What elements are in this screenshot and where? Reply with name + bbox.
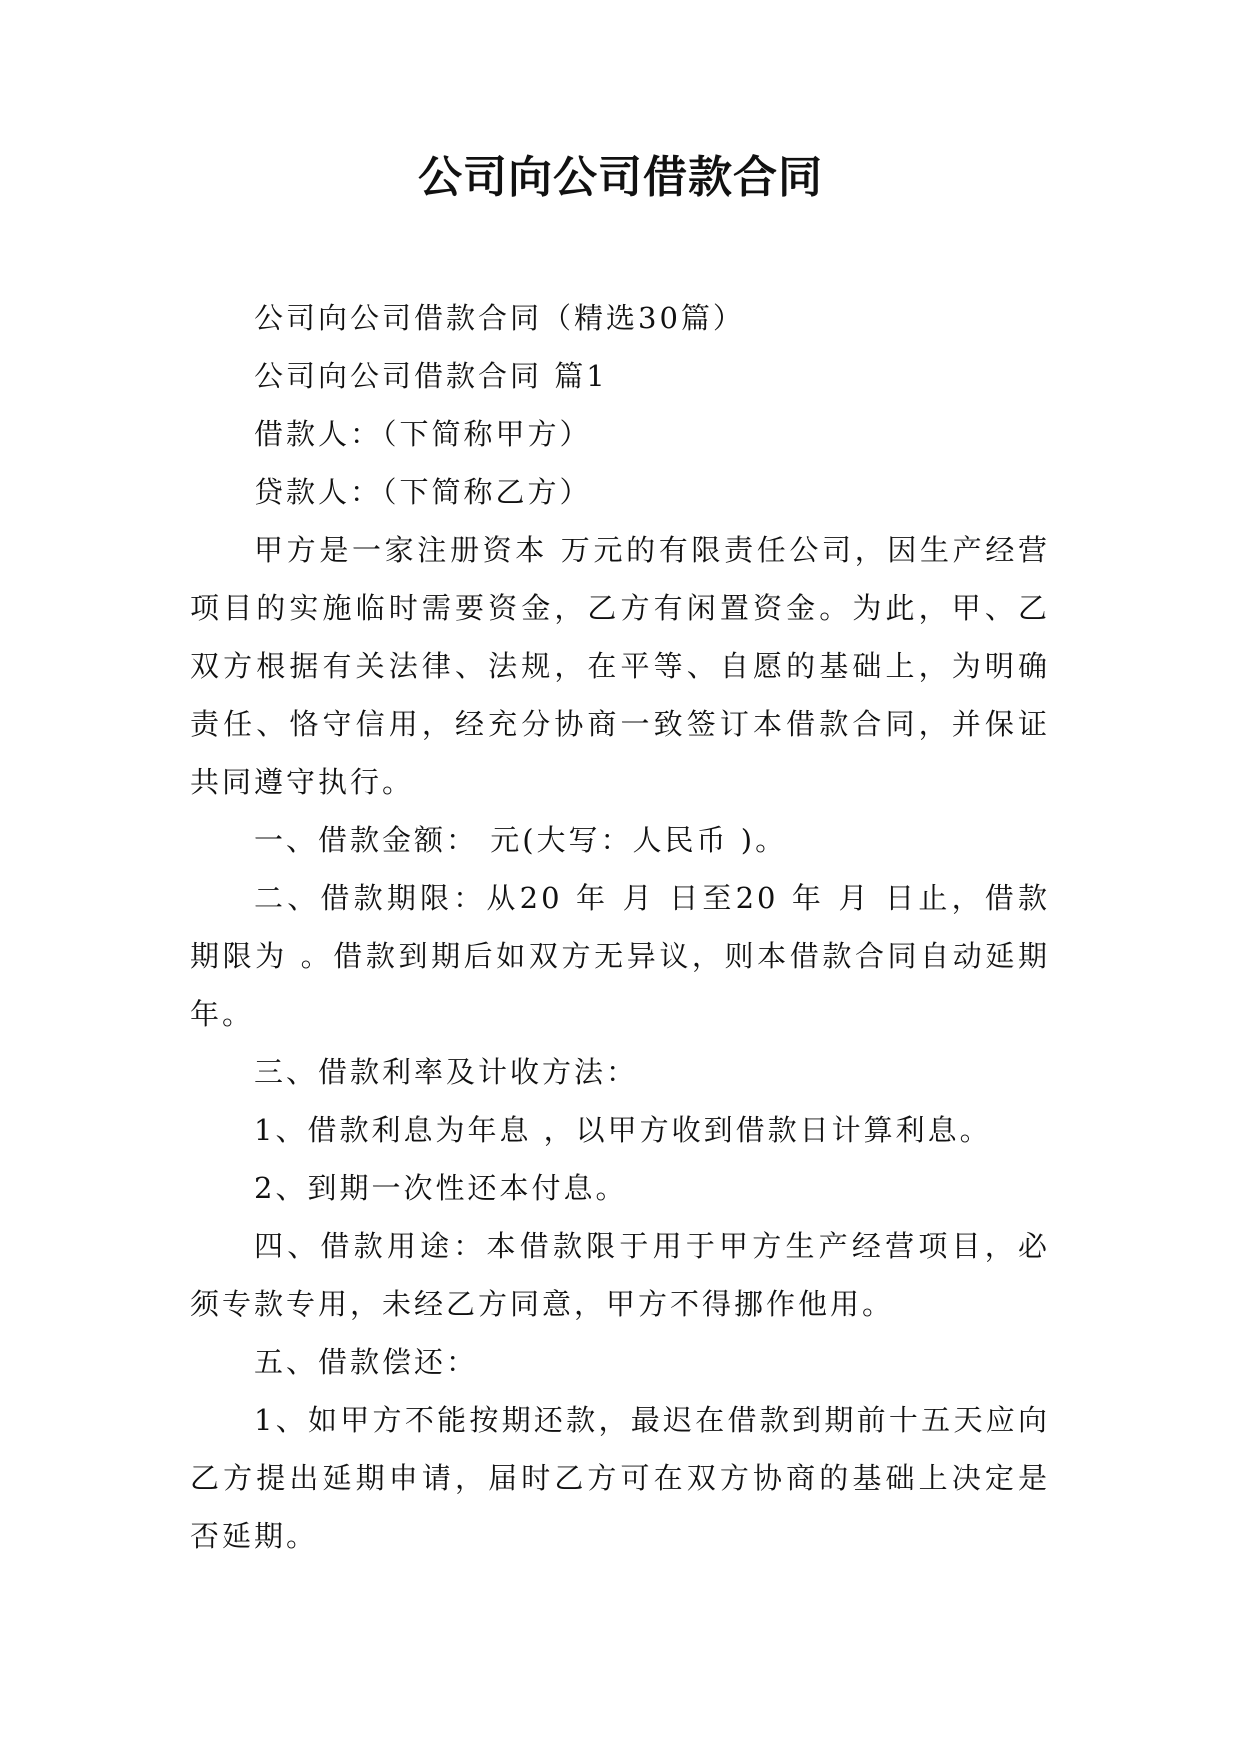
document-body: [190, 289, 1050, 1565]
lender-line: 贷款人：（下简称乙方）: [254, 475, 592, 509]
clause-interest-item-1: 1、借款利息为年息 ，以甲方收到借款日计算利息。: [254, 1113, 992, 1147]
borrower-line: 借款人：（下简称甲方）: [254, 417, 592, 451]
section-heading: 公司向公司借款合同 篇1: [254, 359, 608, 393]
document-title: 公司向公司借款合同: [418, 152, 823, 203]
clause-interest-heading: 三、借款利率及计收方法：: [254, 1055, 639, 1089]
clause-loan-term: 二、借款期限：从20 年 月 日至20 年 月 日止，借款期限为 。借款到期后如双方无异议，则本借款合同自动延期 年。: [190, 881, 1050, 1031]
clause-loan-amount: 一、借款金额： 元(大写：人民币 )。: [254, 823, 788, 857]
clause-loan-purpose: 四、借款用途：本借款限于用于甲方生产经营项目，必须专款专用，未经乙方同意，甲方不得挪作他用。: [190, 1229, 1050, 1321]
intro-paragraph: 甲方是一家注册资本 万元的有限责任公司，因生产经营项目的实施临时需要资金，乙方有闲置资金。为此，甲、乙双方根据有关法律、法规，在平等、自愿的基础上，为明确责任、恪守信用，经充分协商一致签订本借款合同，并保证共同遵守执行。: [190, 533, 1050, 799]
clause-interest-item-2: 2、到期一次性还本付息。: [254, 1171, 628, 1205]
clause-repayment-heading: 五、借款偿还：: [254, 1345, 479, 1379]
subtitle-paragraph: 公司向公司借款合同（精选30篇）: [254, 301, 745, 335]
clause-repayment-item-1: 1、如甲方不能按期还款，最迟在借款到期前十五天应向乙方提出延期申请，届时乙方可在双方协商的基础上决定是否延期。: [190, 1403, 1050, 1553]
